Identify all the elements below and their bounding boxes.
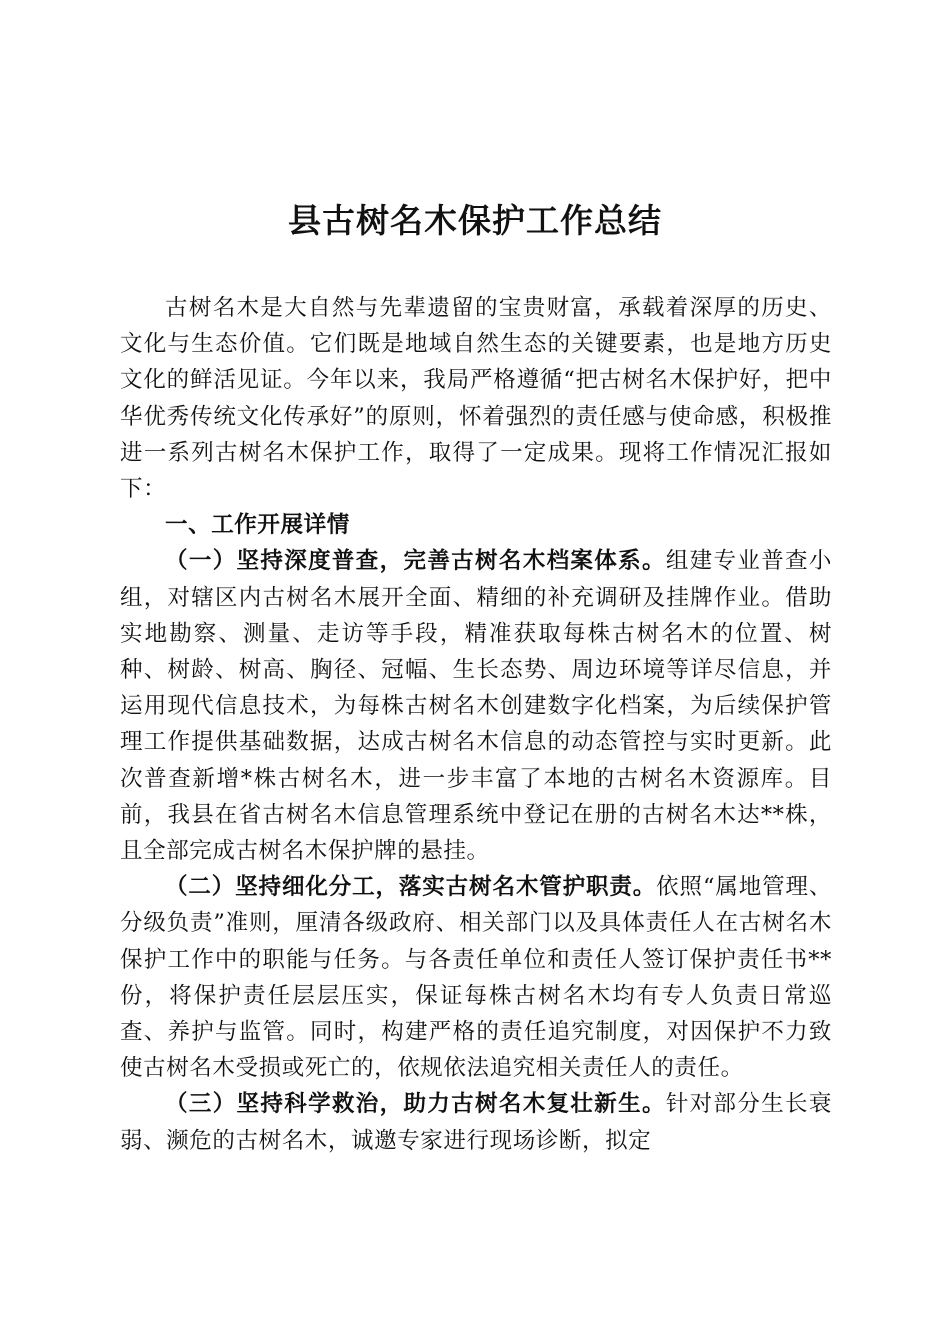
section-heading: 一、工作开展详情	[165, 512, 350, 539]
item-paragraph-3	[120, 1086, 832, 1158]
item-lead-2: （二）坚持细化分工，落实古树名木管护职责。	[165, 874, 657, 901]
intro-paragraph: 古树名木是大自然与先辈遗留的宝贵财富，承载着深厚的历史、文化与生态价值。它们既是地域自然生态的关键要素，也是地方历史文化的鲜活见证。今年以来，我局严格遵循“把古树名木保护好，把中华优秀传统文化传承好”的原则，怀着强烈的责任感与使命感，积极推进一系列古树名木保护工作，取得了一定成果。现将工作情况汇报如下：	[120, 295, 832, 503]
item-lead-1: （一）坚持深度普查，完善古树名木档案体系。	[165, 548, 666, 575]
item-text-2: 依照“属地管理、分级负责”准则，厘清各级政府、相关部门以及具体责任人在古树名木保护工作中的职能与任务。与各责任单位和责任人签订保护责任书**份，将保护责任层层压实，保证每株古树名木均有专人负责日常巡查、养护与监管。同时，构建严格的责任追究制度，对因保护不力致使古树名木受损或死亡的，依规依法追究相关责任人的责任。	[120, 874, 832, 1082]
document-title: 县古树名木保护工作总结	[288, 201, 662, 240]
item-paragraph-1	[120, 543, 832, 869]
document-body	[120, 290, 832, 1159]
item-text-3: 针对部分生长衰弱、濒危的古树名木，诚邀专家进行现场诊断，拟定	[120, 1091, 832, 1154]
item-paragraph-2	[120, 869, 832, 1086]
item-text-1: 组建专业普查小组，对辖区内古树名木展开全面、精细的补充调研及挂牌作业。借助实地勘察、测量、走访等手段，精准获取每株古树名木的位置、树种、树龄、树高、胸径、冠幅、生长态势、周边环境等详尽信息，并运用现代信息技术，为每株古树名木创建数字化档案，为后续保护管理工作提供基础数据，达成古树名木信息的动态管控与实时更新。此次普查新增*株古树名木，进一步丰富了本地的古树名木资源库。目前，我县在省古树名木信息管理系统中登记在册的古树名木达**株，且全部完成古树名木保护牌的悬挂。	[120, 548, 832, 865]
item-lead-3: （三）坚持科学救治，助力古树名木复壮新生。	[165, 1091, 666, 1118]
